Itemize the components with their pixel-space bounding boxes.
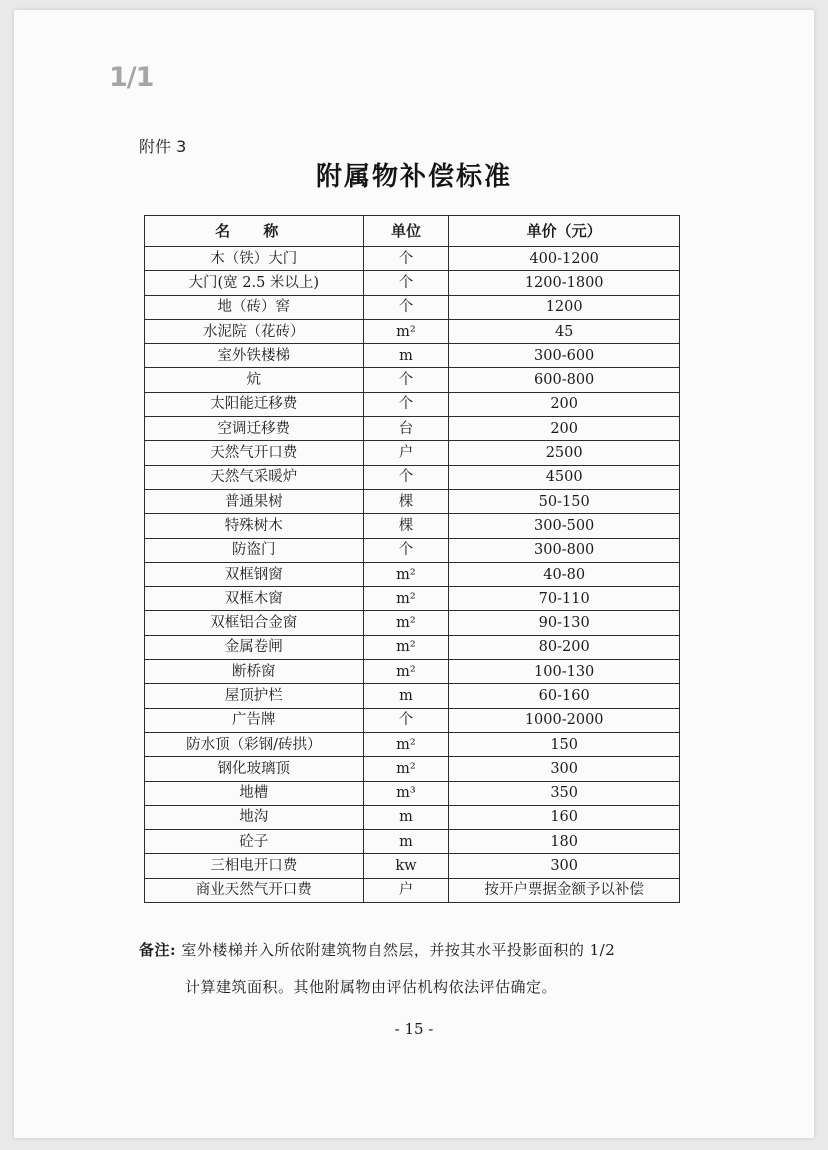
table-row	[145, 854, 680, 878]
table-row	[145, 757, 680, 781]
item-price-cell: 按开户票据金额予以补偿	[449, 878, 680, 902]
item-name-cell: 钢化玻璃顶	[145, 757, 364, 781]
table-row	[145, 441, 680, 465]
item-unit-cell: m²	[363, 611, 449, 635]
item-unit-cell: 棵	[363, 489, 449, 513]
table-row	[145, 295, 680, 319]
item-price-cell: 45	[449, 319, 680, 343]
item-name-cell: 空调迁移费	[145, 417, 364, 441]
item-name-cell: 砼子	[145, 830, 364, 854]
item-price-cell: 60-160	[449, 684, 680, 708]
table-row	[145, 635, 680, 659]
item-unit-cell: m	[363, 805, 449, 829]
item-name-cell: 三相电开口费	[145, 854, 364, 878]
item-price-cell: 180	[449, 830, 680, 854]
item-name-cell: 防水顶（彩钢/砖拱）	[145, 732, 364, 756]
item-unit-cell: kw	[363, 854, 449, 878]
table-row	[145, 732, 680, 756]
item-price-cell: 200	[449, 417, 680, 441]
item-price-cell: 300-600	[449, 344, 680, 368]
table-row	[145, 805, 680, 829]
item-name-cell: 木（铁）大门	[145, 247, 364, 271]
item-name-cell: 天然气开口费	[145, 441, 364, 465]
item-price-cell: 160	[449, 805, 680, 829]
document-title: 附属物补偿标准	[315, 162, 512, 192]
item-name-cell: 双框木窗	[145, 587, 364, 611]
item-unit-cell: 个	[363, 368, 449, 392]
item-price-cell: 1200-1800	[449, 271, 680, 295]
table-row	[145, 611, 680, 635]
remark	[139, 932, 699, 1006]
item-name-cell: 防盗门	[145, 538, 364, 562]
item-unit-cell: 个	[363, 465, 449, 489]
item-name-cell: 屋顶护栏	[145, 684, 364, 708]
table-row	[145, 271, 680, 295]
table-row	[145, 417, 680, 441]
item-name-cell: 特殊树木	[145, 514, 364, 538]
item-price-cell: 1000-2000	[449, 708, 680, 732]
item-price-cell: 40-80	[449, 562, 680, 586]
item-unit-cell: 户	[363, 441, 449, 465]
item-unit-cell: 个	[363, 392, 449, 416]
item-price-cell: 350	[449, 781, 680, 805]
item-price-cell: 50-150	[449, 489, 680, 513]
item-price-cell: 90-130	[449, 611, 680, 635]
item-price-cell: 300-500	[449, 514, 680, 538]
item-name-cell: 地（砖）窖	[145, 295, 364, 319]
table-row	[145, 392, 680, 416]
item-unit-cell: m²	[363, 660, 449, 684]
item-unit-cell: m²	[363, 562, 449, 586]
table-row	[145, 514, 680, 538]
item-name-cell: 太阳能迁移费	[145, 392, 364, 416]
item-price-cell: 300-800	[449, 538, 680, 562]
header-price: 单价（元）	[449, 216, 680, 247]
item-unit-cell: 台	[363, 417, 449, 441]
item-name-cell: 天然气采暖炉	[145, 465, 364, 489]
table-row	[145, 489, 680, 513]
item-unit-cell: m²	[363, 319, 449, 343]
item-name-cell: 双框钢窗	[145, 562, 364, 586]
item-price-cell: 400-1200	[449, 247, 680, 271]
item-price-cell: 200	[449, 392, 680, 416]
compensation-table	[144, 215, 680, 903]
item-unit-cell: 个	[363, 538, 449, 562]
item-unit-cell: 棵	[363, 514, 449, 538]
item-price-cell: 2500	[449, 441, 680, 465]
table-row	[145, 587, 680, 611]
item-name-cell: 双框铝合金窗	[145, 611, 364, 635]
item-name-cell: 水泥院（花砖）	[145, 319, 364, 343]
table-body	[145, 247, 680, 903]
item-unit-cell: 个	[363, 295, 449, 319]
table-row	[145, 708, 680, 732]
document-page	[14, 10, 814, 1138]
item-name-cell: 金属卷闸	[145, 635, 364, 659]
item-unit-cell: m²	[363, 757, 449, 781]
item-unit-cell: m	[363, 684, 449, 708]
item-unit-cell: m³	[363, 781, 449, 805]
table-row	[145, 344, 680, 368]
item-price-cell: 600-800	[449, 368, 680, 392]
item-name-cell: 商业天然气开口费	[145, 878, 364, 902]
item-price-cell: 300	[449, 854, 680, 878]
table-row	[145, 878, 680, 902]
item-price-cell: 150	[449, 732, 680, 756]
item-price-cell: 100-130	[449, 660, 680, 684]
item-price-cell: 70-110	[449, 587, 680, 611]
item-name-cell: 广告牌	[145, 708, 364, 732]
table-row	[145, 538, 680, 562]
attachment-label: 附件 3	[139, 137, 187, 156]
item-price-cell: 80-200	[449, 635, 680, 659]
item-unit-cell: 个	[363, 708, 449, 732]
remark-label: 备注:	[139, 941, 177, 959]
item-unit-cell: 个	[363, 247, 449, 271]
item-price-cell: 300	[449, 757, 680, 781]
item-unit-cell: m²	[363, 635, 449, 659]
item-unit-cell: 个	[363, 271, 449, 295]
item-price-cell: 4500	[449, 465, 680, 489]
item-name-cell: 地沟	[145, 805, 364, 829]
page-counter: 1/1	[109, 62, 154, 93]
table-row	[145, 660, 680, 684]
header-name: 名 称	[145, 216, 364, 247]
page-number: - 15 -	[394, 1020, 434, 1038]
remark-line-1: 室外楼梯并入所依附建筑物自然层，并按其水平投影面积的 1/2	[181, 941, 616, 959]
item-unit-cell: m²	[363, 587, 449, 611]
item-unit-cell: m²	[363, 732, 449, 756]
item-name-cell: 普通果树	[145, 489, 364, 513]
remark-line-2: 计算建筑面积。其他附属物由评估机构依法评估确定。	[185, 978, 558, 996]
item-unit-cell: m	[363, 344, 449, 368]
item-price-cell: 1200	[449, 295, 680, 319]
item-name-cell: 炕	[145, 368, 364, 392]
table-row	[145, 368, 680, 392]
table-row	[145, 684, 680, 708]
item-unit-cell: m	[363, 830, 449, 854]
table-header-row	[145, 216, 680, 247]
table-row	[145, 465, 680, 489]
table-row	[145, 562, 680, 586]
item-name-cell: 断桥窗	[145, 660, 364, 684]
table-row	[145, 319, 680, 343]
table-row	[145, 247, 680, 271]
table-row	[145, 781, 680, 805]
item-unit-cell: 户	[363, 878, 449, 902]
item-name-cell: 地槽	[145, 781, 364, 805]
header-unit: 单位	[363, 216, 449, 247]
table-row	[145, 830, 680, 854]
item-name-cell: 大门(宽 2.5 米以上)	[145, 271, 364, 295]
item-name-cell: 室外铁楼梯	[145, 344, 364, 368]
